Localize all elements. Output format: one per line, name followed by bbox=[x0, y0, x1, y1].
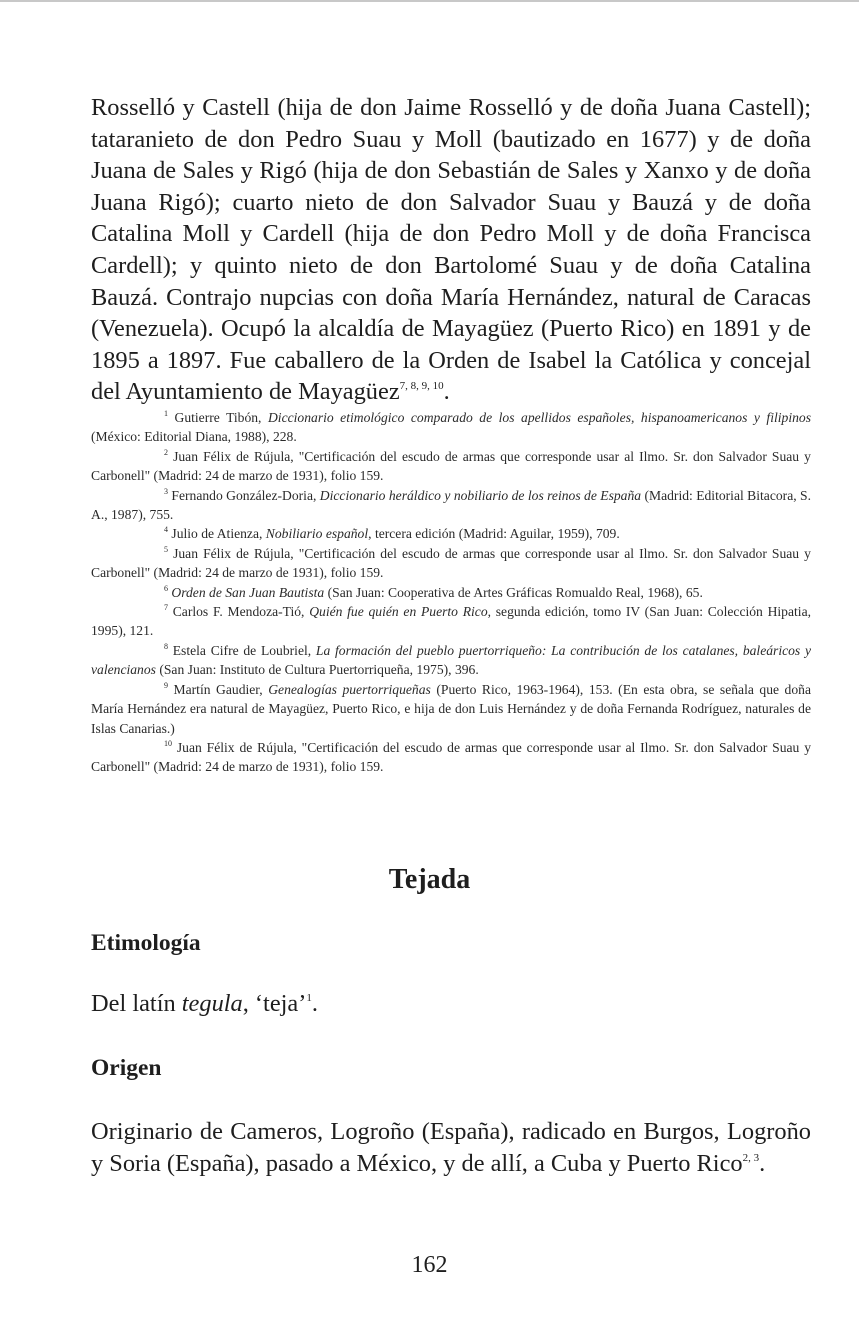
footnote-text: Gutierre Tibón, bbox=[174, 410, 268, 425]
footnote bbox=[91, 408, 811, 447]
footnote-text-end: (Madrid: Editorial Bitacora, S. A., 1987), 755. bbox=[91, 487, 811, 523]
footnote-text-end: (San Juan: Instituto de Cultura Puertorriqueña, 1975), 396. bbox=[155, 662, 479, 678]
footnote-refs: 7, 8, 9, 10 bbox=[399, 380, 444, 393]
etimologia-pre: Del latín bbox=[91, 990, 182, 1017]
footnote-number: 3 bbox=[164, 486, 168, 496]
origen-text: Originario de Cameros, Logroño (España), radicado en Burgos, Logroño y Soria (España), pasado a México, y de allí, a Cuba y Puerto Rico bbox=[91, 1118, 811, 1177]
footnote-title: Quién fue quién en Puerto Rico bbox=[309, 604, 488, 620]
footnote-number: 5 bbox=[164, 544, 168, 554]
footnote-number: 9 bbox=[164, 680, 168, 690]
origen-refs: 2, 3 bbox=[742, 1151, 760, 1164]
footnote-text: Juan Félix de Rújula, "Certificación del escudo de armas que corresponde usar al Ilmo. Sr. don Salvador Suau y Carbonell" (Madrid: 24 de marzo de 1931), folio 159. bbox=[91, 448, 811, 484]
section-title: Tejada bbox=[388, 864, 471, 895]
footnote-number: 10 bbox=[164, 738, 172, 748]
footnote-number: 7 bbox=[164, 603, 168, 613]
footnote-text-end: (Puerto Rico, 1963-1964), 153. (En esta obra, se señala que doña María Hernández era natural de Mayagüez, Puerto Rico, e hija de don Luis Hernández y de doña Fernanda Rodríguez, naturales de Islas Canarias.) bbox=[91, 681, 811, 736]
footnote bbox=[91, 486, 811, 525]
top-rule bbox=[0, 0, 859, 2]
footnote bbox=[91, 524, 811, 543]
footnote-text-end: , segunda edición, tomo IV (San Juan: Colección Hipatia, 1995), 121. bbox=[91, 604, 811, 639]
footnote-number: 8 bbox=[164, 641, 168, 651]
footnote-number: 6 bbox=[164, 583, 168, 593]
footnote-title: Diccionario heráldico y nobiliario de los reinos de España bbox=[319, 487, 642, 503]
footnote-title: Diccionario etimológico comparado de los apellidos españoles, hispanoamericanos y filipinos bbox=[267, 410, 811, 425]
footnote bbox=[91, 544, 811, 583]
footnotes bbox=[91, 408, 811, 777]
footnote-title: La formación del pueblo puertorriqueño: La contribución de los catalanes, baleáricos y valencianos bbox=[91, 642, 811, 678]
body-paragraph bbox=[91, 92, 811, 408]
body-paragraph-end: . bbox=[443, 378, 450, 406]
footnote-text-end: , tercera edición (Madrid: Aguilar, 1959), 709. bbox=[368, 526, 620, 542]
footnote bbox=[91, 641, 811, 680]
footnote-number: 4 bbox=[164, 525, 168, 535]
footnote-text: Fernando González-Doria, bbox=[171, 487, 320, 503]
etimologia-heading: Etimología bbox=[91, 930, 201, 956]
etimologia-latin-word: tegula bbox=[181, 990, 243, 1017]
footnote bbox=[91, 583, 811, 602]
etimologia-post: , ‘teja’ bbox=[242, 990, 307, 1017]
footnote-number: 2 bbox=[164, 447, 168, 457]
footnote-text-end: (San Juan: Cooperativa de Artes Gráficas Romualdo Real, 1968), 65. bbox=[324, 584, 703, 600]
footnote-title: Genealogías puertorriqueñas bbox=[268, 681, 431, 697]
footnote-text: Juan Félix de Rújula, "Certificación del escudo de armas que corresponde usar al Ilmo. Sr. don Salvador Suau y Carbonell" (Madrid: 24 de marzo de 1931), folio 159. bbox=[91, 545, 811, 581]
etimologia-ref: 1 bbox=[306, 992, 312, 1004]
footnote-text-end: (México: Editorial Diana, 1988), 228. bbox=[91, 429, 297, 445]
body-paragraph-text: Rosselló y Castell (hija de don Jaime Rosselló y de doña Juana Castell); tataranieto de don Pedro Suau y Moll (bautizado en 1677) y de doña Juana de Sales y Rigó (hija de don Sebastián de Sales y Xanxo y de doña Juana Rigó); cuarto nieto de don Salvador Suau y Bauzá y de doña Catalina Moll y Cardell (hija de don Pedro Moll y de doña Francisca Cardell); y quinto nieto de don Bartolomé Suau y de doña Catalina Bauzá. Contrajo nupcias con doña María Hernández, natural de Caracas (Venezuela). Ocupó la alcaldía de Mayagüez (Puerto Rico) en 1891 y de 1895 a 1897. Fue caballero de la Orden de Isabel la Católica y concejal del Ayuntamiento de Mayagüez bbox=[91, 94, 811, 406]
footnote-text: Martín Gaudier, bbox=[173, 681, 269, 697]
page-number: 162 bbox=[411, 1252, 448, 1278]
etimologia-paragraph bbox=[91, 988, 811, 1020]
origen-end: . bbox=[759, 1149, 766, 1177]
footnote-text: Estela Cifre de Loubriel, bbox=[172, 642, 316, 658]
footnote-title: Orden de San Juan Bautista bbox=[171, 584, 325, 600]
footnote-number: 1 bbox=[164, 409, 168, 418]
footnote bbox=[91, 680, 811, 738]
footnote-text: Julio de Atienza, bbox=[171, 526, 266, 542]
footnote bbox=[91, 738, 811, 777]
footnote bbox=[91, 447, 811, 486]
footnote-text: Juan Félix de Rújula, "Certificación del escudo de armas que corresponde usar al Ilmo. Sr. don Salvador Suau y Carbonell" (Madrid: 24 de marzo de 1931), folio 159. bbox=[91, 739, 811, 775]
footnote-title: Nobiliario español bbox=[265, 526, 369, 542]
origen-paragraph bbox=[91, 1116, 811, 1179]
footnote-text: Carlos F. Mendoza-Tió, bbox=[172, 604, 310, 620]
origen-heading: Origen bbox=[91, 1055, 162, 1081]
etimologia-end: . bbox=[311, 990, 318, 1017]
footnote bbox=[91, 602, 811, 641]
